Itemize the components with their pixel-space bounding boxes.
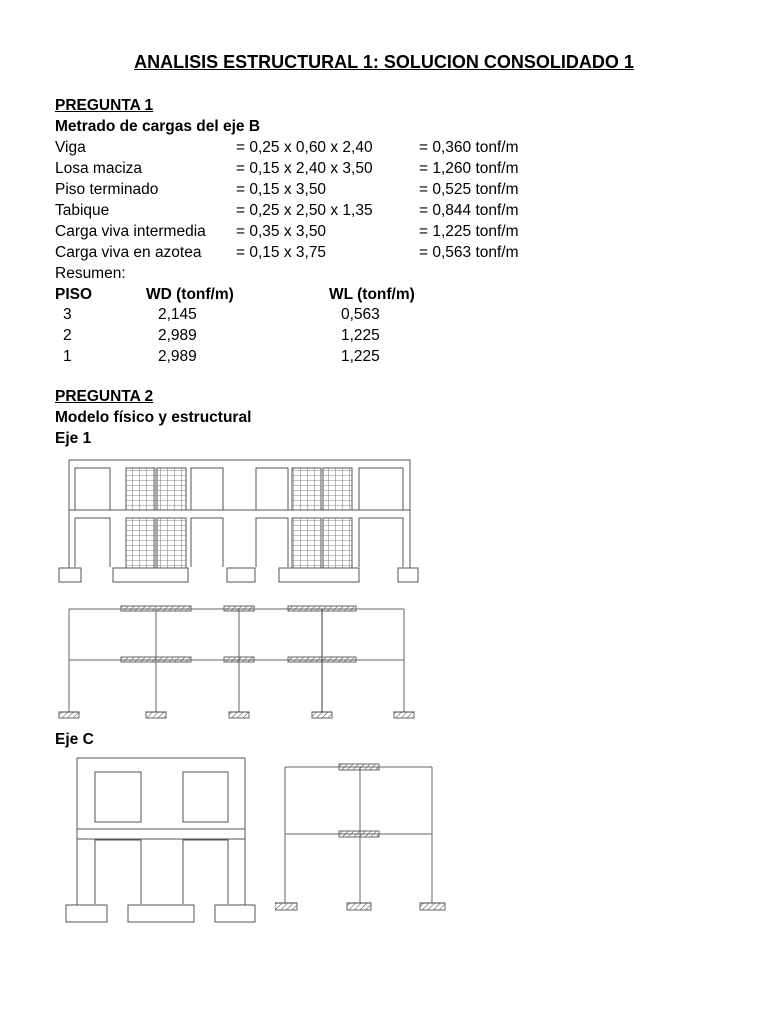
load-expression: = 0,25 x 0,60 x 2,40 xyxy=(236,139,373,156)
table-cell-wl: 0,563 xyxy=(341,306,380,323)
table-cell-wd: 2,989 xyxy=(158,327,197,344)
load-expression: = 0,35 x 3,50 xyxy=(236,223,327,240)
load-expression: = 0,25 x 2,50 x 1,35 xyxy=(236,202,373,219)
load-expression: = 0,15 x 3,75 xyxy=(236,244,327,261)
table-cell-piso: 2 xyxy=(63,327,72,344)
table-header-wl: WL (tonf/m) xyxy=(329,286,415,303)
eje-1-label: Eje 1 xyxy=(55,430,92,447)
pregunta-2-heading: PREGUNTA 2 xyxy=(55,388,154,405)
load-expression: = 0,15 x 2,40 x 3,50 xyxy=(236,160,373,177)
load-result: = 1,225 tonf/m xyxy=(419,223,519,240)
summary-label: Resumen: xyxy=(55,265,126,282)
table-cell-piso: 1 xyxy=(63,348,72,365)
load-name: Carga viva en azotea xyxy=(55,244,202,261)
load-result: = 0,563 tonf/m xyxy=(419,244,519,261)
load-name: Carga viva intermedia xyxy=(55,223,206,240)
load-result: = 1,260 tonf/m xyxy=(419,160,519,177)
load-name: Piso terminado xyxy=(55,181,159,198)
table-header-wd: WD (tonf/m) xyxy=(146,286,234,303)
table-cell-wd: 2,145 xyxy=(158,306,197,323)
table-header-piso: PISO xyxy=(55,286,93,303)
load-name: Viga xyxy=(55,139,86,156)
eje-1-physical-model xyxy=(55,455,425,585)
load-result: = 0,844 tonf/m xyxy=(419,202,519,219)
load-expression: = 0,15 x 3,50 xyxy=(236,181,327,198)
load-result: = 0,525 tonf/m xyxy=(419,181,519,198)
pregunta-2-subheading: Modelo físico y estructural xyxy=(55,409,252,426)
pregunta-1-heading: PREGUNTA 1 xyxy=(55,97,154,114)
load-result: = 0,360 tonf/m xyxy=(419,139,519,156)
eje-1-structural-model xyxy=(55,600,445,725)
eje-c-structural-model xyxy=(275,757,455,919)
table-cell-piso: 3 xyxy=(63,306,72,323)
load-name: Losa maciza xyxy=(55,160,143,177)
pregunta-1-subheading: Metrado de cargas del eje B xyxy=(55,118,261,135)
table-cell-wl: 1,225 xyxy=(341,348,380,365)
document-title: ANALISIS ESTRUCTURAL 1: SOLUCION CONSOLIDADO 1 xyxy=(134,52,634,72)
table-cell-wl: 1,225 xyxy=(341,327,380,344)
load-name: Tabique xyxy=(55,202,110,219)
table-cell-wd: 2,989 xyxy=(158,348,197,365)
eje-c-physical-model xyxy=(55,752,265,927)
eje-c-label: Eje C xyxy=(55,731,94,748)
